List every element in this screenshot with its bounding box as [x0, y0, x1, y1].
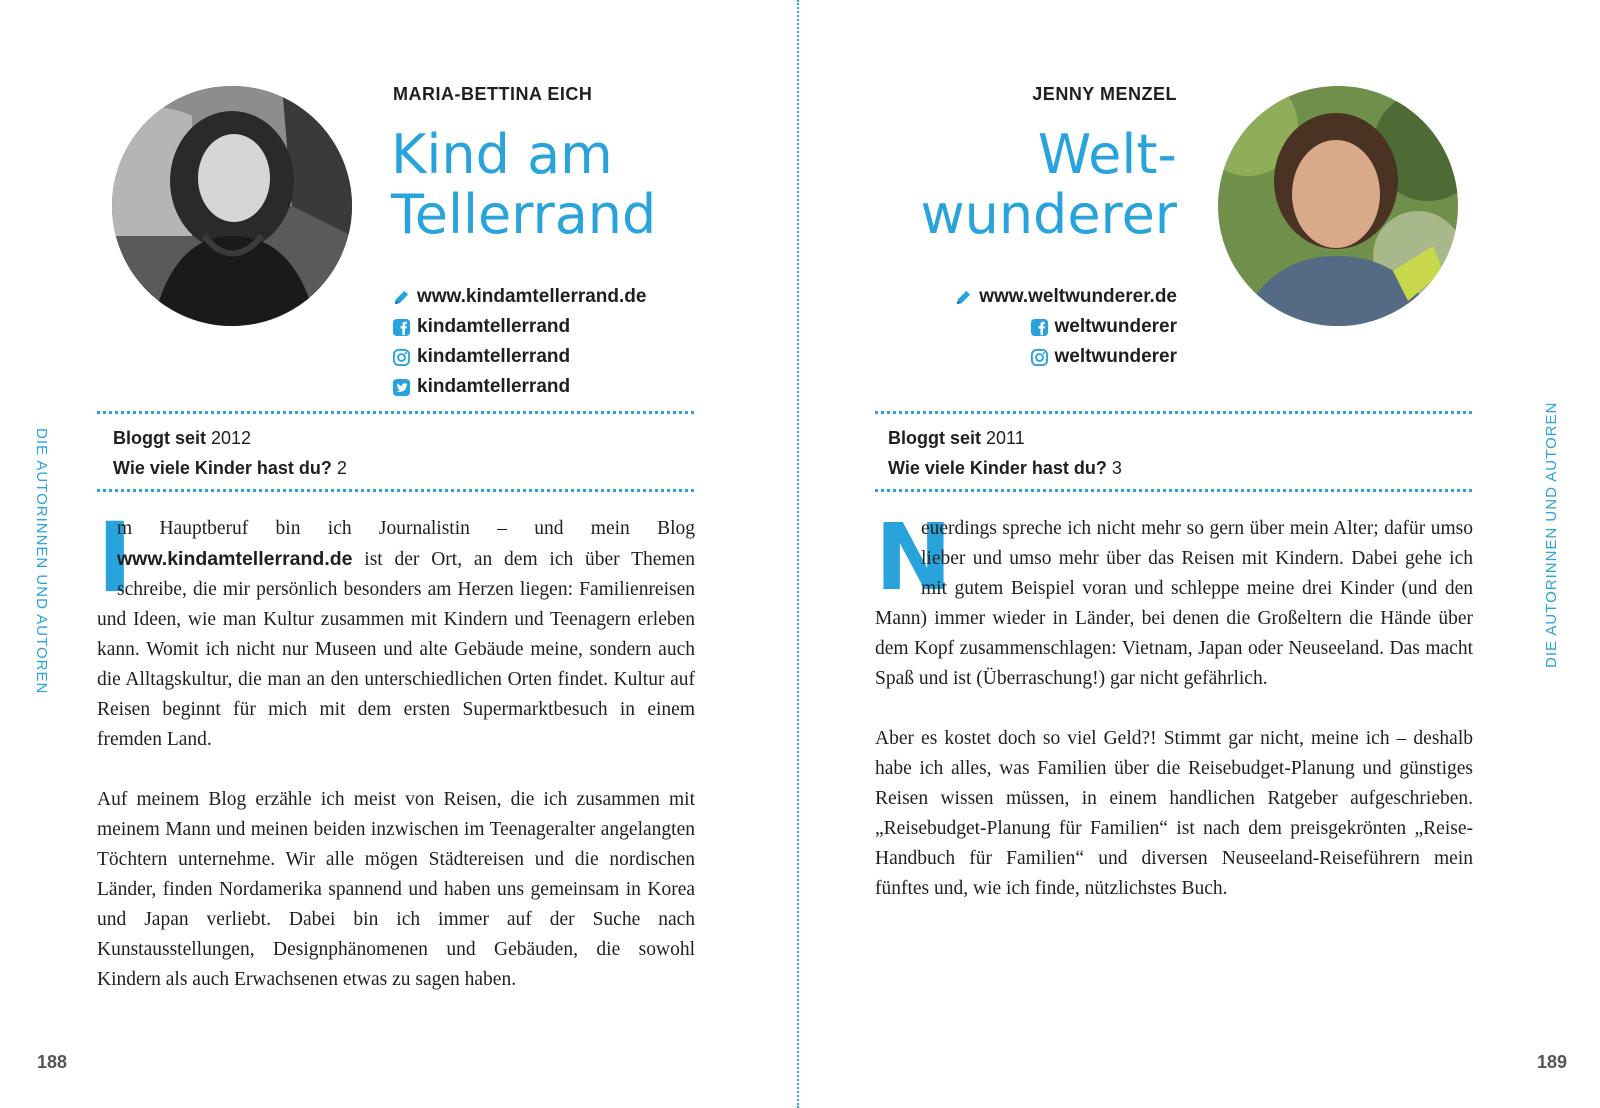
facebook-link[interactable] [897, 312, 1177, 342]
paragraph: Aber es kostet doch so viel Geld?! Stimmt gar nicht, meine ich – deshalb habe ich alles, was Familien über die Reisebudget-Planung und günstiges Reisen wissen müssen, in einem handlichen Ratgeber aufgeschrieben. „Reisebudget-Planung für Familien“ ist nach dem preisgekrönten „Reise-Handbuch für Familien“ und diversen Neuseeland-Reiseführern mein fünftes und, wie ich finde, nützlichstes Buch. [875, 728, 1473, 899]
author-portrait-left [112, 86, 352, 326]
facebook-link[interactable] [392, 312, 646, 342]
blog-title-line: Welt- [1037, 123, 1177, 186]
pencil-icon [392, 288, 411, 307]
inline-blog-url[interactable]: www.kindamtellerrand.de [117, 548, 353, 570]
section-label-left: DIE AUTORINNEN UND AUTOREN [33, 428, 50, 695]
portrait-photo-color [1218, 86, 1458, 326]
paragraph: Auf meinem Blog erzähle ich meist von Reisen, die ich zusammen mit meinem Mann und meinen beiden inzwischen im Teenageralter angelangten Töchtern unternehme. Wir alle mögen Städtereisen und die nordischen Länder, finden Nordamerika spannend und haben uns gemeinsam in Korea und Japan verliebt. Dabei bin ich immer auf der Suche nach Kunstausstellungen, Designphänomenen und Gebäuden, die sowohl Kindern als auch Erwachsenen etwas zu sagen haben. [97, 789, 695, 990]
instagram-icon [1030, 348, 1049, 367]
blog-facts-right [888, 423, 1122, 483]
page-gutter-divider [797, 0, 799, 1108]
dotted-rule [875, 489, 1472, 492]
dotted-rule [97, 489, 694, 492]
instagram-link-text: weltwunderer [1054, 346, 1177, 367]
author-name-right: JENNY MENZEL [1032, 84, 1177, 104]
portrait-photo-bw [112, 86, 352, 326]
dotted-rule [875, 411, 1472, 414]
author-name-left: MARIA-BETTINA EICH [393, 84, 593, 104]
blog-facts-left [113, 423, 347, 483]
pencil-icon [954, 288, 973, 307]
website-link-text: www.kindamtellerrand.de [417, 286, 647, 307]
twitter-icon [392, 378, 411, 397]
kids-count-row: Wie viele Kinder hast du? 2 [113, 458, 347, 478]
drop-cap: N [875, 504, 952, 611]
facebook-link-text: kindamtellerrand [417, 316, 571, 337]
twitter-link-text: kindamtellerrand [417, 376, 571, 397]
body-text-right [875, 504, 1473, 934]
blogging-since-row: Bloggt seit 2012 [113, 428, 252, 448]
website-link-text: www.weltwunderer.de [979, 286, 1177, 307]
paragraph: N euerdings spreche ich nicht mehr so gern über mein Alter; dafür umso lieber und umso mehr über das Reisen mit Kindern. Dabei gehe ich mit gutem Beispiel voran und schleppe meine drei Kinder (und den Mann) immer wieder in Länder, bei denen die Großeltern die Hände über dem Kopf zusammenschlagen: Vietnam, Japan oder Neuseeland. Das macht Spaß und ist (Überraschung!) gar nicht gefährlich. [875, 504, 1473, 689]
blog-title-line: wunderer [920, 183, 1177, 246]
instagram-icon [392, 348, 411, 367]
blog-title-line: Kind am [391, 123, 613, 186]
blog-title-left [391, 125, 656, 245]
facebook-icon [1030, 318, 1049, 337]
blogging-since-row: Bloggt seit 2011 [888, 428, 1025, 448]
author-portrait-right [1218, 86, 1458, 326]
dotted-rule [97, 411, 694, 414]
blog-title-line: Tellerrand [391, 183, 657, 246]
page-number-right: 189 [1537, 1052, 1568, 1072]
social-links-left [392, 282, 646, 402]
page-number-left: 188 [37, 1052, 68, 1072]
instagram-link[interactable] [392, 342, 646, 372]
instagram-link-text: kindamtellerrand [417, 346, 571, 367]
drop-cap: I [97, 502, 133, 614]
facebook-icon [392, 318, 411, 337]
blog-title-right [897, 125, 1177, 245]
social-links-right [897, 282, 1177, 372]
paragraph: I m Hauptberuf bin ich Journalistin – und mein Blog www.kindamtellerrand.de ist der Ort, an dem ich über Themen schreibe, die mir persönlich besonders am Herzen liegen: Familienreisen und Ideen, wie man Kultur zusammen mit Kindern und Teenagern erleben kann. Womit ich nicht nur Museen und alte Gebäude meine, sondern auch die Alltagskultur, die man an den unterschiedlichen Orten findet. Kultur auf Reisen beginnt für mich mit dem ersten Supermarktbesuch in einem fremden Land. [97, 502, 695, 750]
twitter-link[interactable] [392, 372, 646, 402]
body-text-left [97, 502, 695, 1025]
section-label-right: DIE AUTORINNEN UND AUTOREN [1543, 401, 1560, 668]
website-link[interactable] [897, 282, 1177, 312]
website-link[interactable] [392, 282, 646, 312]
facebook-link-text: weltwunderer [1054, 316, 1177, 337]
instagram-link[interactable] [897, 342, 1177, 372]
kids-count-row: Wie viele Kinder hast du? 3 [888, 458, 1122, 478]
